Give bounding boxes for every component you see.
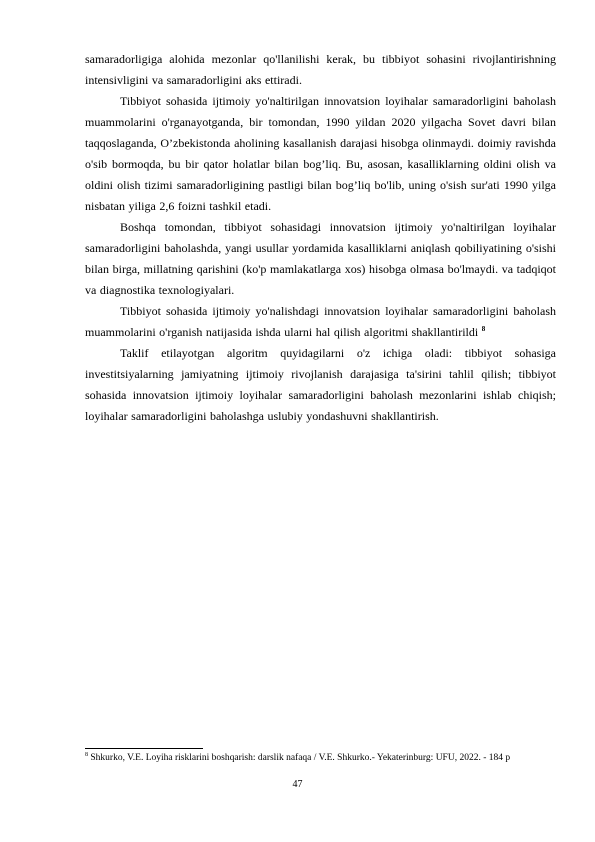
- page-number: 47: [292, 779, 303, 790]
- footnote-marker: 8: [85, 752, 88, 758]
- paragraph-proposed-algorithm: Taklif etilayotgan algoritm quyidagilarni o'z ichiga oladi: tibbiyot sohasiga investitsiyalarning jamiyatning ijtimoiy rivojlanish darajasiga ta'sirini tahlil qilish; tibbiyot sohasida innovatsion ijtimoiy loyihalar samaradorligini baholash mezonlarini ishlab chiqish; loyihalar samaradorligini baholashga uslubiy yondashuvni shakllantirish.: [85, 346, 556, 423]
- footnote-separator: [85, 748, 203, 749]
- footnote-text: Shkurko, V.E. Loyiha risklarini boshqarish: darslik nafaqa / V.E. Shkurko.- Yekaterinburg: UFU, 2022. - 184 p: [90, 753, 511, 763]
- footnote-reference[interactable]: 8: [481, 325, 486, 333]
- paragraph-algorithm-text: Tibbiyot sohasida ijtimoiy yo'nalishdagi innovatsion loyihalar samaradorligini baholash muammolarini o'rganish natijasida ishda ularni hal qilish algoritmi shakllantirildi: [85, 304, 556, 339]
- paragraph-other-side: Boshqa tomondan, tibbiyot sohasidagi innovatsion ijtimoiy yo'naltirilgan loyihalar samaradorligini baholashda, yangi usullar yordamida kasalliklarni aniqlash qobiliyatining o'sishi bilan birga, millatning qarishini (ko'p mamlakatlarga xos) hisobga olmasa bo'lmaydi. va tadqiqot va diagnostika texnologiyalari.: [85, 220, 556, 297]
- paragraph-continuation: samaradorligiga alohida mezonlar qo'llanilishi kerak, bu tibbiyot sohasini rivojlantirishning intensivligini va samaradorligini aks ettiradi.: [85, 52, 556, 87]
- paragraph-algorithm: [85, 301, 556, 343]
- body-text: [85, 49, 556, 427]
- footnote: [85, 752, 556, 764]
- paragraph-problem-statement: Tibbiyot sohasida ijtimoiy yo'naltirilgan innovatsion loyihalar samaradorligini baholash muammolarini o'rganayotganda, bir tomondan, 1990 yildan 2020 yilgacha Sovet davri bilan taqqoslaganda, O’zbekistonda aholining kasallanish darajasi hisobga olinmaydi. doimiy ravishda o'sib bormoqda, bu bir qator holatlar bilan bog’liq. Bu, asosan, kasalliklarning oldini olish va oldini olish tizimi samaradorligining pastligi bilan bog’liq bo'lib, uning o'sish sur'ati 1990 yilga nisbatan yiliga 2,6 foizni tashkil etadi.: [85, 94, 556, 213]
